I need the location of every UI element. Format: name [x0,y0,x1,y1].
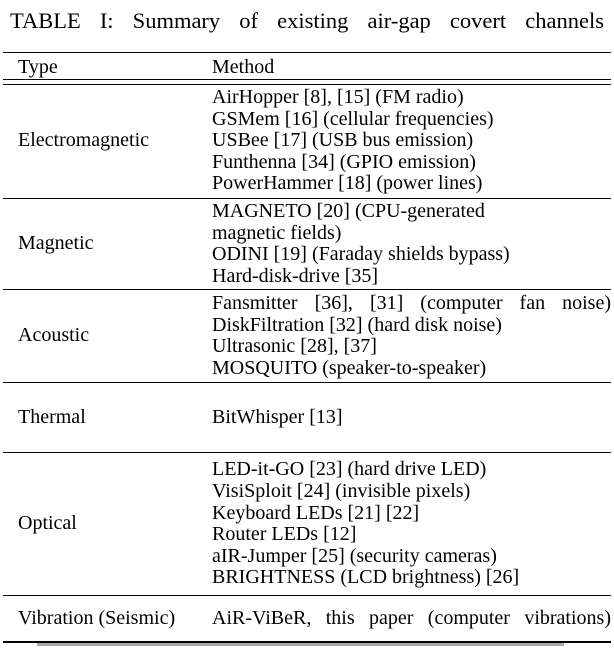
method-line: GSMem [16] (cellular frequencies) [212,107,494,130]
table-header-row [3,52,611,80]
method-cell [212,459,611,589]
column-header-method: Method [212,55,275,78]
method-cell [212,608,611,630]
method-line: VisiSploit [24] (invisible pixels) [212,480,471,502]
method-cell [212,87,611,195]
method-cell [212,201,611,287]
method-line: AiR-ViBeR, this paper (computer vibrations) [212,606,611,629]
type-cell: Acoustic [18,324,90,347]
table-section-magnetic [3,198,611,289]
method-line: Fansmitter [36], [31] (computer fan noise) [212,291,611,314]
table-section-thermal [3,382,611,453]
table-section-acoustic [3,289,611,381]
method-line: Hard-disk-drive [35] [212,264,379,287]
type-cell: Optical [18,512,77,535]
method-line: AirHopper [8], [15] (FM radio) [212,86,464,109]
method-line: DiskFiltration [32] (hard disk noise) [212,313,502,336]
method-line: Keyboard LEDs [21] [22] [212,501,420,524]
type-cell: Vibration (Seismic) [18,606,176,629]
method-line: aIR-Jumper [25] (security cameras) [212,544,497,567]
method-line: Router LEDs [12] [212,523,357,546]
summary-table [3,52,611,646]
method-line: magnetic fields) [212,221,342,244]
type-cell: Thermal [18,405,86,428]
method-line: Funthenna [34] (GPIO emission) [212,150,476,173]
method-line: ODINI [19] (Faraday shields bypass) [212,243,510,266]
rule-shadow [37,643,564,646]
method-line: PowerHammer [18] (power lines) [212,172,483,195]
method-line: BRIGHTNESS (LCD brightness) [26] [212,566,520,589]
method-cell [212,293,611,379]
type-cell: Magnetic [18,232,94,255]
method-line: BitWhisper [13] [212,405,343,428]
table-section-electromagnetic [3,85,611,198]
method-line: MAGNETO [20] (CPU-generated [212,200,485,223]
table-caption: TABLE I: Summary of existing air-gap covert channels [10,8,604,33]
column-header-type: Type [18,55,58,78]
method-cell [212,407,611,429]
method-line: LED-it-GO [23] (hard drive LED) [212,458,487,481]
method-line: USBee [17] (USB bus emission) [212,129,474,152]
method-line: MOSQUITO (speaker-to-speaker) [212,356,487,379]
table-section-optical [3,452,611,595]
type-cell: Electromagnetic [18,129,150,152]
method-line: Ultrasonic [28], [37] [212,335,377,358]
table-section-vibration [3,595,611,641]
